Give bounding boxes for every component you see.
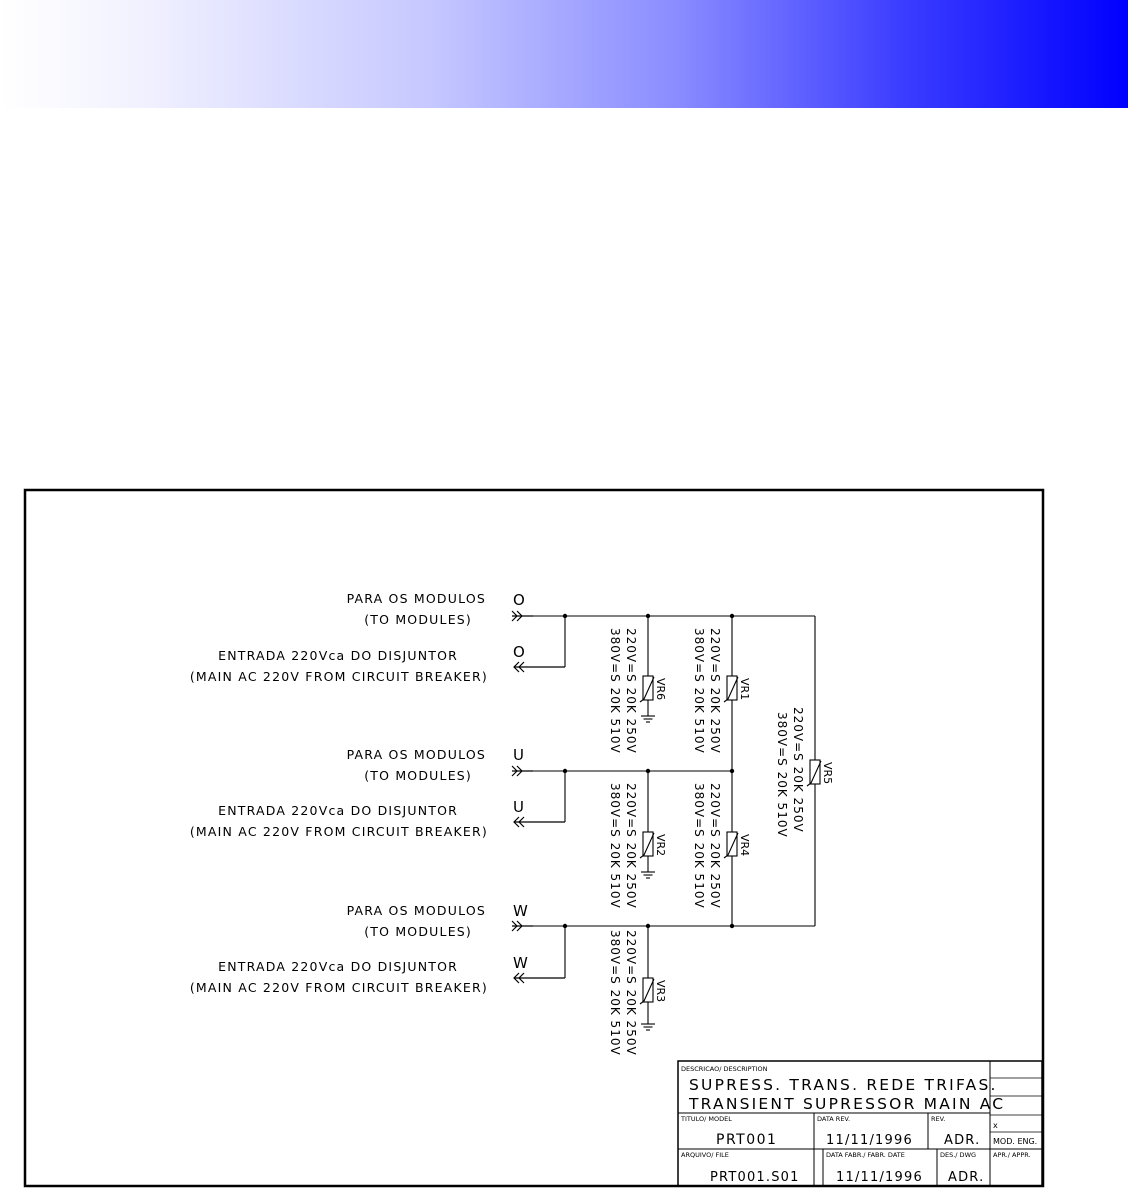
junction-dot bbox=[563, 769, 567, 773]
tb-description-line2: TRANSIENT SUPRESSOR MAIN AC bbox=[689, 1095, 1006, 1113]
tb-mark: x bbox=[993, 1121, 998, 1130]
varistor-vr1-icon bbox=[724, 676, 738, 702]
tb-fab-date-value: 11/11/1996 bbox=[836, 1170, 923, 1185]
vr1-ref: VR1 bbox=[738, 678, 751, 701]
connector-arrow-out-icon bbox=[512, 611, 533, 621]
line-o-in-label: ENTRADA 220Vca DO DISJUNTOR bbox=[218, 648, 458, 663]
tb-description-line1: SUPRESS. TRANS. REDE TRIFAS. bbox=[689, 1076, 998, 1094]
vr2-ref: VR2 bbox=[654, 834, 667, 857]
tb-file-label: ARQUIVO/ FILE bbox=[681, 1151, 729, 1159]
connector-arrow-out-icon bbox=[512, 766, 533, 776]
circuit-wiring bbox=[533, 616, 815, 1024]
varistor-vr3-icon bbox=[640, 978, 654, 1004]
junction-dot bbox=[563, 924, 567, 928]
ground-icon bbox=[641, 872, 655, 878]
line-o-out-sub: (TO MODULES) bbox=[364, 612, 472, 627]
vr3-spec2: 380V=S 20K 510V bbox=[608, 930, 622, 1056]
line-w-out-label: PARA OS MODULOS bbox=[346, 903, 486, 918]
line-w-in-sub: (MAIN AC 220V FROM CIRCUIT BREAKER) bbox=[189, 980, 488, 995]
junction-dot bbox=[730, 924, 734, 928]
junction-dot bbox=[563, 614, 567, 618]
line-o-group bbox=[190, 591, 565, 684]
line-u-in-sub: (MAIN AC 220V FROM CIRCUIT BREAKER) bbox=[189, 824, 488, 839]
connector-arrow-in-icon bbox=[514, 973, 565, 983]
vr3-ref: VR3 bbox=[654, 980, 667, 1003]
varistor-vr6-icon bbox=[640, 676, 654, 702]
line-u-out-label: PARA OS MODULOS bbox=[346, 747, 486, 762]
junction-dot bbox=[646, 614, 650, 618]
line-o-terminal-in: O bbox=[513, 643, 525, 661]
vr5-ref: VR5 bbox=[821, 762, 834, 785]
varistor-vr2-icon bbox=[640, 832, 654, 858]
tb-rev-date-value: 11/11/1996 bbox=[826, 1133, 913, 1148]
line-u-out-sub: (TO MODULES) bbox=[364, 768, 472, 783]
vr1-spec2: 380V=S 20K 510V bbox=[692, 628, 706, 754]
tb-model-value: PRT001 bbox=[716, 1132, 778, 1148]
varistor-vr4-icon bbox=[724, 832, 738, 858]
line-w-group bbox=[190, 902, 565, 995]
tb-dwg-value: ADR. bbox=[948, 1170, 985, 1185]
line-u-terminal-in: U bbox=[513, 798, 524, 816]
varistor-vr5-icon bbox=[807, 760, 821, 786]
tb-appr-label: APR./ APPR. bbox=[993, 1151, 1031, 1159]
junction-dot bbox=[646, 769, 650, 773]
title-block bbox=[678, 1061, 1042, 1186]
line-w-terminal-in: W bbox=[513, 954, 528, 972]
connector-arrow-in-icon bbox=[514, 817, 565, 827]
tb-model-label: TITULO/ MODEL bbox=[681, 1115, 732, 1123]
ground-icon bbox=[641, 1024, 655, 1030]
vr2-spec1: 220V=S 20K 250V bbox=[624, 783, 638, 909]
vr3-spec1: 220V=S 20K 250V bbox=[624, 930, 638, 1056]
tb-file-value: PRT001.S01 bbox=[710, 1170, 800, 1185]
vr1-spec1: 220V=S 20K 250V bbox=[708, 628, 722, 754]
connector-arrow-in-icon bbox=[514, 662, 565, 672]
ground-icon bbox=[641, 716, 655, 722]
vr4-spec2: 380V=S 20K 510V bbox=[692, 783, 706, 909]
tb-rev-date-label: DATA REV. bbox=[817, 1115, 851, 1123]
tb-dwg-label: DES./ DWG bbox=[940, 1151, 977, 1159]
line-w-terminal-out: W bbox=[513, 902, 528, 920]
tb-fab-date-label: DATA FABR./ FABR. DATE bbox=[826, 1151, 905, 1159]
vr6-spec1: 220V=S 20K 250V bbox=[624, 628, 638, 754]
line-u-in-label: ENTRADA 220Vca DO DISJUNTOR bbox=[218, 803, 458, 818]
tb-rev-value: ADR. bbox=[944, 1133, 981, 1148]
vr6-spec2: 380V=S 20K 510V bbox=[608, 628, 622, 754]
tb-rev-label: REV. bbox=[931, 1115, 946, 1123]
tb-description-label: DESCRICAO/ DESCRIPTION bbox=[681, 1065, 768, 1073]
line-w-in-label: ENTRADA 220Vca DO DISJUNTOR bbox=[218, 959, 458, 974]
connector-arrow-out-icon bbox=[512, 921, 533, 931]
line-o-terminal-out: O bbox=[513, 591, 525, 609]
line-u-terminal-out: U bbox=[513, 746, 524, 764]
vr5-spec1: 220V=S 20K 250V bbox=[791, 707, 805, 833]
vr2-spec2: 380V=S 20K 510V bbox=[608, 783, 622, 909]
junction-dot bbox=[730, 614, 734, 618]
vr6-ref: VR6 bbox=[654, 678, 667, 701]
vr4-spec1: 220V=S 20K 250V bbox=[708, 783, 722, 909]
junction-dot bbox=[730, 769, 734, 773]
line-o-in-sub: (MAIN AC 220V FROM CIRCUIT BREAKER) bbox=[189, 669, 488, 684]
line-o-out-label: PARA OS MODULOS bbox=[346, 591, 486, 606]
tb-mod-eng-label: MOD. ENG. bbox=[993, 1137, 1038, 1146]
vr5-spec2: 380V=S 20K 510V bbox=[775, 712, 789, 838]
junction-dot bbox=[646, 924, 650, 928]
line-u-group bbox=[190, 746, 565, 839]
line-w-out-sub: (TO MODULES) bbox=[364, 924, 472, 939]
vr4-ref: VR4 bbox=[738, 834, 751, 857]
